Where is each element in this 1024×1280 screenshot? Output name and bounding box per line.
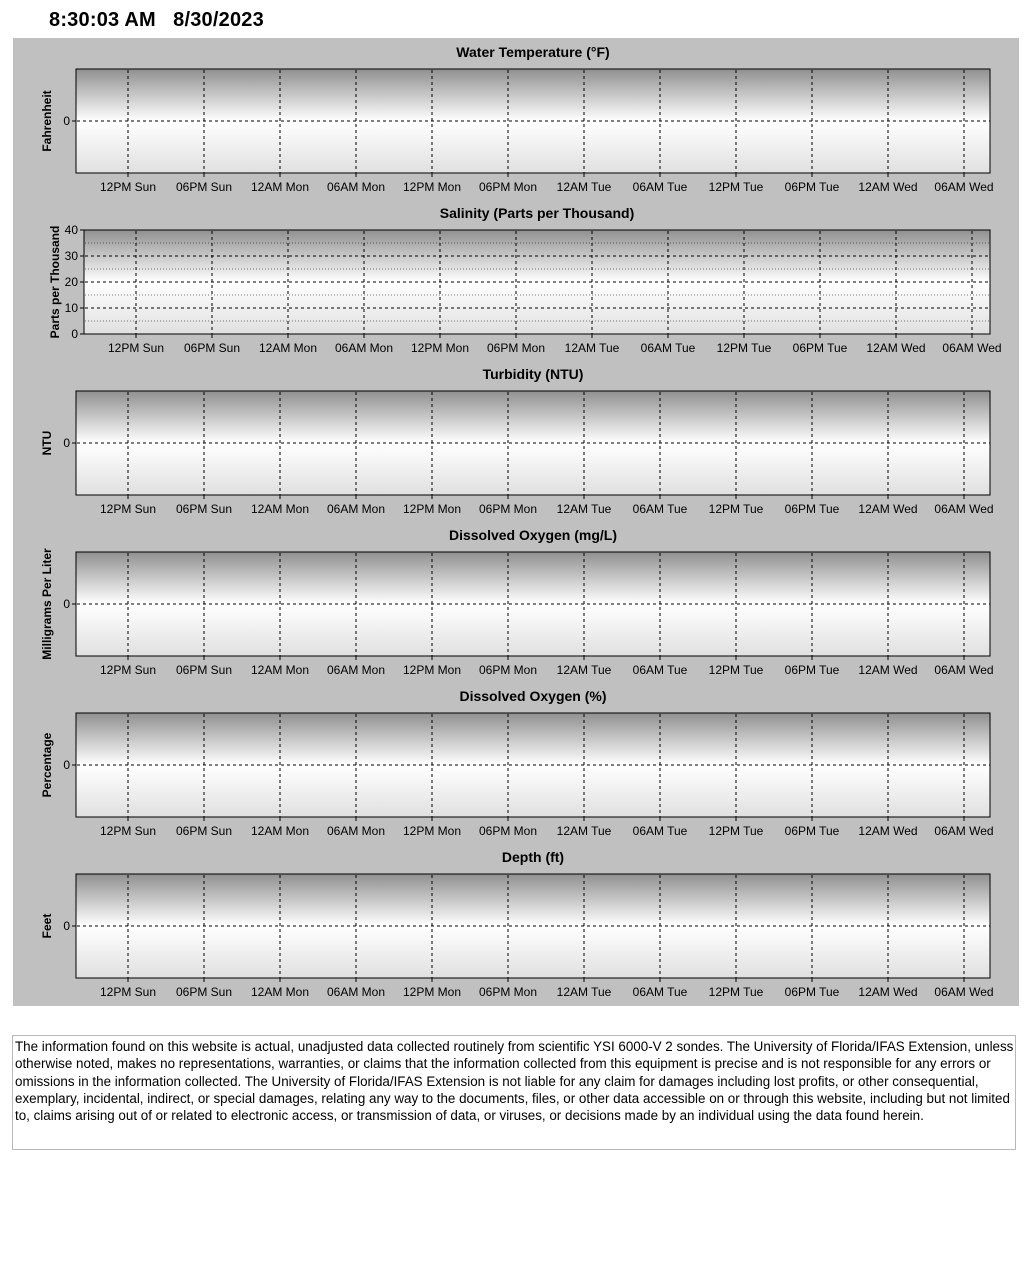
y-tick-label: 0 bbox=[63, 597, 70, 611]
chart-2 bbox=[48, 205, 1002, 355]
x-tick-label: 12AM Tue bbox=[564, 341, 620, 355]
x-tick-label: 06PM Tue bbox=[784, 502, 840, 516]
x-tick-label: 12PM Mon bbox=[410, 341, 470, 355]
x-tick-label: 06PM Mon bbox=[478, 824, 538, 838]
x-tick-label: 06PM Tue bbox=[784, 663, 840, 677]
x-tick-label: 12PM Mon bbox=[402, 985, 462, 999]
y-axis-label: Feet bbox=[40, 913, 54, 939]
y-axis-label: Milligrams Per Liter bbox=[40, 548, 54, 660]
x-tick-label: 06AM Mon bbox=[326, 180, 386, 194]
x-tick-label: 12AM Mon bbox=[258, 341, 318, 355]
x-tick-label: 06AM Tue bbox=[632, 824, 688, 838]
x-tick-label: 06PM Tue bbox=[792, 341, 848, 355]
x-tick-label: 12AM Tue bbox=[556, 502, 612, 516]
x-tick-label: 12PM Sun bbox=[99, 663, 157, 677]
x-tick-label: 06AM Tue bbox=[640, 341, 696, 355]
x-tick-label: 12PM Tue bbox=[708, 502, 764, 516]
x-tick-label: 12AM Wed bbox=[858, 180, 918, 194]
x-tick-label: 12PM Mon bbox=[402, 502, 462, 516]
x-tick-label: 12PM Sun bbox=[99, 502, 157, 516]
x-tick-label: 06AM Mon bbox=[326, 824, 386, 838]
chart-1 bbox=[40, 44, 994, 194]
x-tick-label: 06AM Wed bbox=[934, 180, 994, 194]
x-tick-label: 06PM Sun bbox=[183, 341, 241, 355]
chart-title: Dissolved Oxygen (%) bbox=[459, 688, 607, 704]
x-tick-label: 12AM Tue bbox=[556, 180, 612, 194]
charts-svg bbox=[13, 38, 1019, 1006]
chart-title: Turbidity (NTU) bbox=[482, 366, 584, 382]
x-tick-label: 06AM Wed bbox=[934, 985, 994, 999]
x-tick-label: 06PM Tue bbox=[784, 985, 840, 999]
x-tick-label: 12PM Sun bbox=[99, 180, 157, 194]
x-tick-label: 06PM Sun bbox=[175, 502, 233, 516]
x-tick-label: 12AM Tue bbox=[556, 663, 612, 677]
x-tick-label: 12AM Wed bbox=[858, 663, 918, 677]
x-tick-label: 12AM Mon bbox=[250, 985, 310, 999]
y-axis-label: NTU bbox=[40, 430, 54, 456]
timestamp bbox=[49, 9, 264, 32]
y-tick-label: 0 bbox=[63, 114, 70, 128]
x-tick-label: 06PM Sun bbox=[175, 180, 233, 194]
y-tick-label: 0 bbox=[71, 327, 78, 341]
x-tick-label: 06PM Mon bbox=[478, 180, 538, 194]
y-tick-label: 0 bbox=[63, 919, 70, 933]
x-tick-label: 06PM Mon bbox=[478, 985, 538, 999]
x-tick-label: 06PM Mon bbox=[478, 502, 538, 516]
x-tick-label: 12PM Tue bbox=[708, 180, 764, 194]
x-tick-label: 12PM Tue bbox=[708, 824, 764, 838]
y-axis-label: Percentage bbox=[40, 732, 54, 798]
charts-panel bbox=[13, 38, 1019, 1006]
x-tick-label: 06PM Sun bbox=[175, 663, 233, 677]
x-tick-label: 06AM Wed bbox=[934, 824, 994, 838]
x-tick-label: 12PM Sun bbox=[99, 985, 157, 999]
x-tick-label: 12PM Mon bbox=[402, 824, 462, 838]
x-tick-label: 12PM Sun bbox=[107, 341, 165, 355]
x-tick-label: 06AM Tue bbox=[632, 502, 688, 516]
x-tick-label: 12PM Mon bbox=[402, 180, 462, 194]
x-tick-label: 06AM Mon bbox=[334, 341, 394, 355]
x-tick-label: 12PM Tue bbox=[708, 985, 764, 999]
chart-title: Salinity (Parts per Thousand) bbox=[439, 205, 635, 221]
x-tick-label: 12AM Tue bbox=[556, 985, 612, 999]
x-tick-label: 12AM Mon bbox=[250, 663, 310, 677]
x-tick-label: 06PM Tue bbox=[784, 824, 840, 838]
x-tick-label: 12PM Tue bbox=[716, 341, 772, 355]
x-tick-label: 12AM Wed bbox=[866, 341, 926, 355]
x-tick-label: 12AM Mon bbox=[250, 824, 310, 838]
x-tick-label: 06AM Wed bbox=[934, 663, 994, 677]
disclaimer: The information found on this website is actual, unadjusted data collected routinely from scientific YSI 6000-V 2 sondes. The University of Florida/IFAS Extension, unless otherwise noted, makes no representations, warranties, or claims that the information collected from this equipment is precise and is not responsible for any errors or omissions in the information collected. The University of Florida/IFAS Extension is not liable for any claim for damages including lost profits, or other consequential, exemplary, incidental, indirect, or special damages, relating any way to the documents, files, or other data accessible on or through this website, including but not limited to, claims arising out of or related to electronic access, or transmission of data, or viruses, or decisions made by an individual using the data found herein. bbox=[12, 1035, 1016, 1150]
x-tick-label: 12AM Wed bbox=[858, 502, 918, 516]
x-tick-label: 06PM Tue bbox=[784, 180, 840, 194]
x-tick-label: 06PM Sun bbox=[175, 824, 233, 838]
x-tick-label: 06AM Wed bbox=[942, 341, 1002, 355]
x-tick-label: 12AM Wed bbox=[858, 985, 918, 999]
y-tick-label: 40 bbox=[64, 223, 78, 237]
y-tick-label: 20 bbox=[64, 275, 78, 289]
chart-3 bbox=[40, 366, 994, 516]
y-axis-label: Parts per Thousand bbox=[48, 225, 62, 339]
chart-title: Water Temperature (°F) bbox=[456, 44, 610, 60]
y-tick-label: 0 bbox=[63, 758, 70, 772]
timestamp-time: 8:30:03 AM bbox=[49, 9, 156, 31]
x-tick-label: 12AM Wed bbox=[858, 824, 918, 838]
y-tick-label: 10 bbox=[64, 301, 78, 315]
x-tick-label: 12AM Tue bbox=[556, 824, 612, 838]
x-tick-label: 12PM Tue bbox=[708, 663, 764, 677]
chart-6 bbox=[40, 849, 994, 999]
chart-5 bbox=[40, 688, 994, 838]
y-tick-label: 0 bbox=[63, 436, 70, 450]
x-tick-label: 06PM Mon bbox=[486, 341, 546, 355]
x-tick-label: 12PM Sun bbox=[99, 824, 157, 838]
x-tick-label: 06AM Tue bbox=[632, 985, 688, 999]
x-tick-label: 06AM Wed bbox=[934, 502, 994, 516]
chart-title: Dissolved Oxygen (mg/L) bbox=[448, 527, 618, 543]
y-tick-label: 30 bbox=[64, 249, 78, 263]
chart-4 bbox=[40, 527, 994, 677]
x-tick-label: 06AM Tue bbox=[632, 180, 688, 194]
y-axis-label: Fahrenheit bbox=[40, 90, 54, 152]
x-tick-label: 06PM Mon bbox=[478, 663, 538, 677]
chart-title: Depth (ft) bbox=[501, 849, 565, 865]
x-tick-label: 12AM Mon bbox=[250, 502, 310, 516]
x-tick-label: 06PM Sun bbox=[175, 985, 233, 999]
x-tick-label: 12AM Mon bbox=[250, 180, 310, 194]
x-tick-label: 06AM Mon bbox=[326, 502, 386, 516]
timestamp-date: 8/30/2023 bbox=[173, 9, 264, 31]
x-tick-label: 12PM Mon bbox=[402, 663, 462, 677]
x-tick-label: 06AM Mon bbox=[326, 663, 386, 677]
x-tick-label: 06AM Tue bbox=[632, 663, 688, 677]
x-tick-label: 06AM Mon bbox=[326, 985, 386, 999]
